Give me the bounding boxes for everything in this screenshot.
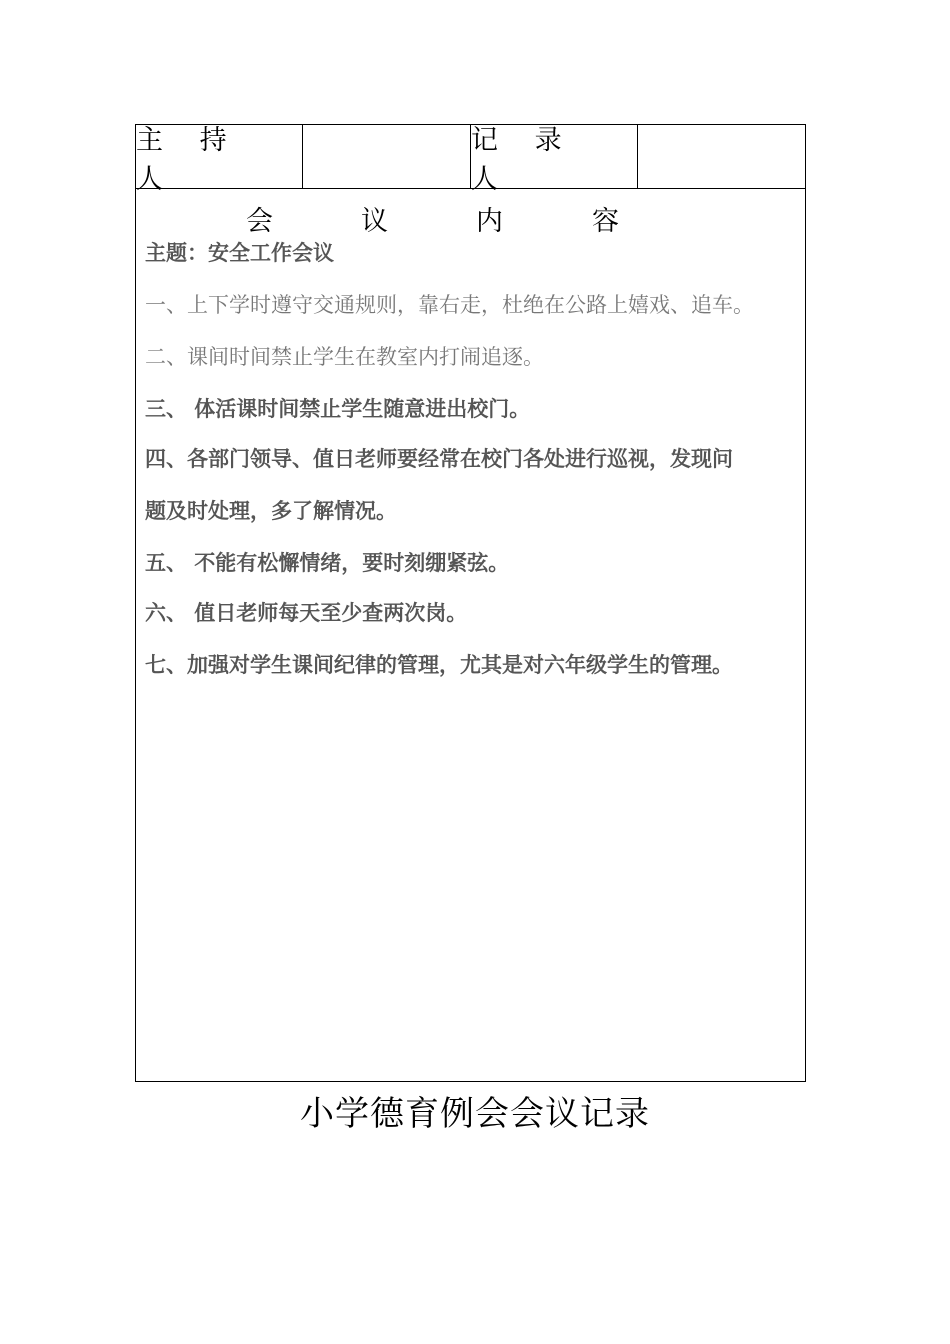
agenda-item-continued: 题及时处理，多了解情况。 (145, 498, 397, 523)
recorder-label: 记 录 人 (471, 125, 638, 188)
host-label: 主 持 人 (136, 125, 303, 188)
agenda-item: 二、课间时间禁止学生在教室内打闹追逐。 (145, 345, 544, 369)
content-heading-char: 内 (476, 206, 503, 237)
agenda-item: 四、各部门领导、值日老师要经常在校门各处进行巡视，发现问 (145, 446, 733, 471)
content-heading-char: 议 (361, 206, 388, 237)
agenda-item: 七、加强对学生课间纪律的管理，尤其是对六年级学生的管理。 (145, 652, 733, 677)
meeting-subject: 主题：安全工作会议 (145, 240, 334, 265)
content-heading-char: 会 (246, 206, 273, 237)
agenda-item: 六、 值日老师每天至少查两次岗。 (145, 600, 468, 625)
agenda-item: 一、上下学时遵守交通规则，靠右走，杜绝在公路上嬉戏、追车。 (145, 293, 754, 317)
agenda-item: 五、 不能有松懈情绪，要时刻绷紧弦。 (145, 550, 510, 575)
content-heading-char: 容 (592, 206, 619, 237)
host-value-cell (303, 125, 471, 188)
document-title: 小学德育例会会议记录 (300, 1094, 650, 1134)
header-row (136, 124, 805, 195)
agenda-item: 三、 体活课时间禁止学生随意进出校门。 (145, 396, 531, 421)
recorder-value-cell (638, 125, 805, 188)
content-heading (136, 189, 805, 235)
meeting-record-table (135, 124, 806, 1082)
